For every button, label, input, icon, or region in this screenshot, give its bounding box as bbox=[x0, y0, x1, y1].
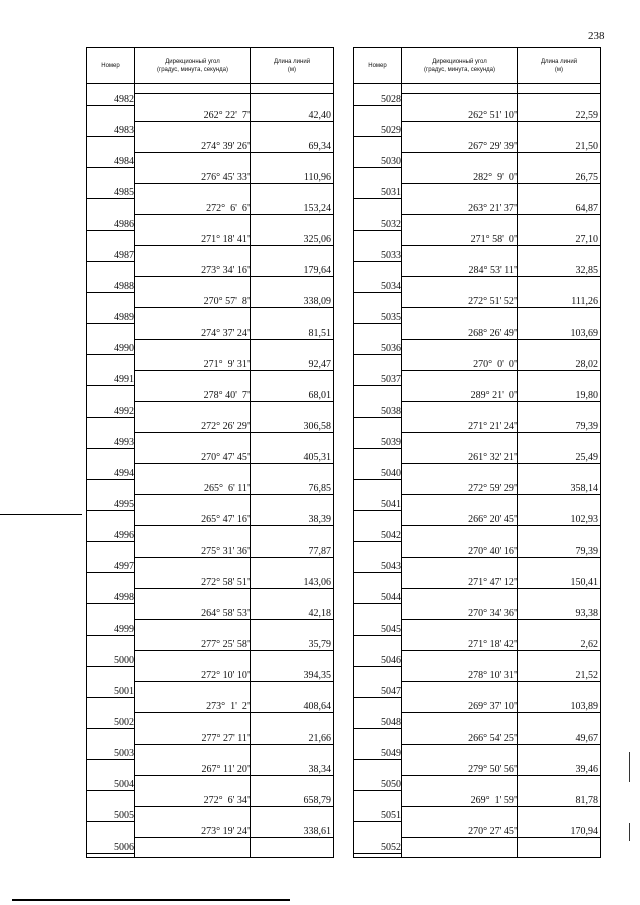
line-length: 111,26 bbox=[571, 296, 598, 307]
point-number: 4997 bbox=[114, 561, 134, 572]
point-number: 5030 bbox=[381, 156, 401, 167]
direction-angle: 274° 37' 24" bbox=[201, 328, 251, 339]
direction-angle: 272° 6' 6" bbox=[206, 203, 251, 214]
direction-angle: 272° 59' 29" bbox=[468, 483, 518, 494]
direction-angle: 269° 1' 59" bbox=[470, 795, 518, 806]
line-length: 338,09 bbox=[303, 296, 331, 307]
direction-angle: 278° 40' 7" bbox=[203, 390, 251, 401]
line-length: 25,49 bbox=[575, 452, 598, 463]
point-number: 4999 bbox=[114, 624, 134, 635]
page-number: 238 bbox=[588, 30, 605, 42]
point-number: 4992 bbox=[114, 406, 134, 417]
line-length: 79,39 bbox=[575, 546, 598, 557]
left-table bbox=[86, 47, 334, 858]
margin-line bbox=[0, 514, 82, 515]
direction-angle: 273° 1' 2" bbox=[206, 701, 251, 712]
line-length: 110,96 bbox=[303, 172, 331, 183]
point-number: 5045 bbox=[381, 624, 401, 635]
point-number: 4990 bbox=[114, 343, 134, 354]
direction-angle: 277° 27' 11" bbox=[201, 733, 251, 744]
line-length: 2,62 bbox=[580, 639, 598, 650]
point-number: 5000 bbox=[114, 655, 134, 666]
line-length: 358,14 bbox=[570, 483, 598, 494]
line-length: 306,58 bbox=[303, 421, 331, 432]
point-number: 4995 bbox=[114, 499, 134, 510]
point-number: 5001 bbox=[114, 686, 134, 697]
point-number: 5031 bbox=[381, 187, 401, 198]
line-length: 405,31 bbox=[303, 452, 331, 463]
header-length-line1: Длина линий bbox=[273, 58, 311, 65]
direction-angle: 274° 39' 26" bbox=[201, 141, 251, 152]
line-length: 21,50 bbox=[575, 141, 598, 152]
line-length: 102,93 bbox=[570, 514, 598, 525]
line-length: 27,10 bbox=[575, 234, 598, 245]
line-length: 64,87 bbox=[575, 203, 598, 214]
line-length: 28,02 bbox=[575, 359, 598, 370]
line-length: 69,34 bbox=[308, 141, 331, 152]
point-number: 4991 bbox=[114, 374, 134, 385]
direction-angle: 265° 6' 11" bbox=[203, 483, 251, 494]
direction-angle: 289° 21' 0" bbox=[470, 390, 518, 401]
line-length: 39,46 bbox=[575, 764, 598, 775]
point-number: 5005 bbox=[114, 810, 134, 821]
direction-angle: 273° 34' 16" bbox=[201, 265, 251, 276]
point-number: 5044 bbox=[381, 592, 401, 603]
line-length: 103,89 bbox=[570, 701, 598, 712]
point-number: 5048 bbox=[381, 717, 401, 728]
line-length: 92,47 bbox=[308, 359, 331, 370]
line-length: 38,34 bbox=[308, 764, 331, 775]
line-length: 658,79 bbox=[303, 795, 331, 806]
point-number: 5006 bbox=[114, 842, 134, 853]
line-length: 150,41 bbox=[570, 577, 598, 588]
direction-angle: 270° 34' 36" bbox=[468, 608, 518, 619]
line-length: 93,38 bbox=[575, 608, 598, 619]
direction-angle: 279° 50' 56" bbox=[468, 764, 518, 775]
line-length: 21,66 bbox=[308, 733, 331, 744]
point-number: 5051 bbox=[381, 810, 401, 821]
point-number: 4988 bbox=[114, 281, 134, 292]
point-number: 5049 bbox=[381, 748, 401, 759]
point-number: 4985 bbox=[114, 187, 134, 198]
line-length: 42,40 bbox=[308, 110, 331, 121]
right-table bbox=[353, 47, 601, 858]
point-number: 5036 bbox=[381, 343, 401, 354]
point-number: 5002 bbox=[114, 717, 134, 728]
point-number: 5038 bbox=[381, 406, 401, 417]
direction-angle: 270° 57' 8" bbox=[203, 296, 251, 307]
direction-angle: 264° 58' 53" bbox=[201, 608, 251, 619]
direction-angle: 261° 32' 21" bbox=[468, 452, 518, 463]
direction-angle: 275° 31' 36" bbox=[201, 546, 251, 557]
direction-angle: 282° 9' 0" bbox=[473, 172, 518, 183]
direction-angle: 271° 18' 41" bbox=[201, 234, 251, 245]
header-length-line2: (м) bbox=[554, 66, 564, 73]
scan-edge-mark bbox=[629, 823, 630, 841]
line-length: 26,75 bbox=[575, 172, 598, 183]
direction-angle: 271° 21' 24" bbox=[468, 421, 518, 432]
direction-angle: 267° 11' 20" bbox=[201, 764, 251, 775]
point-number: 4986 bbox=[114, 219, 134, 230]
direction-angle: 271° 58' 0" bbox=[470, 234, 518, 245]
direction-angle: 284° 53' 11" bbox=[468, 265, 518, 276]
point-number: 5037 bbox=[381, 374, 401, 385]
header-angle bbox=[135, 48, 250, 83]
point-number: 4989 bbox=[114, 312, 134, 323]
direction-angle: 269° 37' 10" bbox=[468, 701, 518, 712]
direction-angle: 267° 29' 39" bbox=[468, 141, 518, 152]
point-number: 4993 bbox=[114, 437, 134, 448]
scan-edge-mark bbox=[629, 752, 630, 782]
direction-angle: 272° 58' 51" bbox=[201, 577, 251, 588]
direction-angle: 273° 19' 24" bbox=[201, 826, 251, 837]
line-length: 38,39 bbox=[308, 514, 331, 525]
point-number: 5041 bbox=[381, 499, 401, 510]
direction-angle: 266° 54' 25" bbox=[468, 733, 518, 744]
direction-angle: 265° 47' 16" bbox=[201, 514, 251, 525]
header-number: Номер bbox=[368, 62, 387, 69]
direction-angle: 278° 10' 31" bbox=[468, 670, 518, 681]
direction-angle: 262° 22' 7" bbox=[203, 110, 251, 121]
header-angle-line2: (градус, минута, секунда) bbox=[424, 66, 495, 73]
header-angle bbox=[402, 48, 517, 83]
line-length: 143,06 bbox=[303, 577, 331, 588]
direction-angle: 271° 18' 42" bbox=[468, 639, 518, 650]
point-number: 4987 bbox=[114, 250, 134, 261]
line-length: 153,24 bbox=[303, 203, 331, 214]
direction-angle: 271° 47' 12" bbox=[468, 577, 518, 588]
point-number: 5040 bbox=[381, 468, 401, 479]
line-length: 179,64 bbox=[303, 265, 331, 276]
line-length: 68,01 bbox=[308, 390, 331, 401]
direction-angle: 272° 51' 52" bbox=[468, 296, 518, 307]
line-length: 394,35 bbox=[303, 670, 331, 681]
point-number: 5034 bbox=[381, 281, 401, 292]
footer-rule bbox=[12, 899, 290, 901]
line-length: 338,61 bbox=[303, 826, 331, 837]
header-number: Номер bbox=[101, 62, 120, 69]
direction-angle: 266° 20' 45" bbox=[468, 514, 518, 525]
direction-angle: 272° 10' 10" bbox=[201, 670, 251, 681]
point-number: 5046 bbox=[381, 655, 401, 666]
header-length bbox=[251, 48, 333, 83]
point-number: 4983 bbox=[114, 125, 134, 136]
point-number: 5035 bbox=[381, 312, 401, 323]
line-length: 325,06 bbox=[303, 234, 331, 245]
line-length: 77,87 bbox=[308, 546, 331, 557]
line-length: 22,59 bbox=[575, 110, 598, 121]
point-number: 5004 bbox=[114, 779, 134, 790]
line-length: 32,85 bbox=[575, 265, 598, 276]
line-length: 76,85 bbox=[308, 483, 331, 494]
point-number: 5032 bbox=[381, 219, 401, 230]
point-number: 4994 bbox=[114, 468, 134, 479]
point-number: 5029 bbox=[381, 125, 401, 136]
header-angle-line1: Дирекционный угол bbox=[165, 58, 220, 65]
line-length: 81,78 bbox=[575, 795, 598, 806]
direction-angle: 270° 40' 16" bbox=[468, 546, 518, 557]
point-number: 5033 bbox=[381, 250, 401, 261]
header-length-line1: Длина линий bbox=[540, 58, 578, 65]
point-number: 5042 bbox=[381, 530, 401, 541]
line-length: 170,94 bbox=[570, 826, 598, 837]
line-length: 81,51 bbox=[308, 328, 331, 339]
header-angle-line2: (градус, минута, секунда) bbox=[157, 66, 228, 73]
direction-angle: 270° 47' 45" bbox=[201, 452, 251, 463]
point-number: 5050 bbox=[381, 779, 401, 790]
line-length: 19,80 bbox=[575, 390, 598, 401]
line-length: 35,79 bbox=[308, 639, 331, 650]
line-length: 42,18 bbox=[308, 608, 331, 619]
line-length: 408,64 bbox=[303, 701, 331, 712]
direction-angle: 270° 0' 0" bbox=[473, 359, 518, 370]
line-length: 103,69 bbox=[570, 328, 598, 339]
point-number: 5028 bbox=[381, 94, 401, 105]
header-length-line2: (м) bbox=[287, 66, 297, 73]
point-number: 5047 bbox=[381, 686, 401, 697]
line-length: 21,52 bbox=[575, 670, 598, 681]
direction-angle: 268° 26' 49" bbox=[468, 328, 518, 339]
header-angle-line1: Дирекционный угол bbox=[432, 58, 487, 65]
point-number: 5043 bbox=[381, 561, 401, 572]
direction-angle: 262° 51' 10" bbox=[468, 110, 518, 121]
point-number: 5052 bbox=[381, 842, 401, 853]
line-length: 49,67 bbox=[575, 733, 598, 744]
point-number: 4982 bbox=[114, 94, 134, 105]
direction-angle: 271° 9' 31" bbox=[203, 359, 251, 370]
point-number: 4996 bbox=[114, 530, 134, 541]
direction-angle: 277° 25' 58" bbox=[201, 639, 251, 650]
direction-angle: 272° 26' 29" bbox=[201, 421, 251, 432]
point-number: 5003 bbox=[114, 748, 134, 759]
direction-angle: 276° 45' 33" bbox=[201, 172, 251, 183]
line-length: 79,39 bbox=[575, 421, 598, 432]
header-length bbox=[518, 48, 600, 83]
point-number: 4998 bbox=[114, 592, 134, 603]
point-number: 4984 bbox=[114, 156, 134, 167]
point-number: 5039 bbox=[381, 437, 401, 448]
direction-angle: 263° 21' 37" bbox=[468, 203, 518, 214]
direction-angle: 272° 6' 34" bbox=[203, 795, 251, 806]
direction-angle: 270° 27' 45" bbox=[468, 826, 518, 837]
